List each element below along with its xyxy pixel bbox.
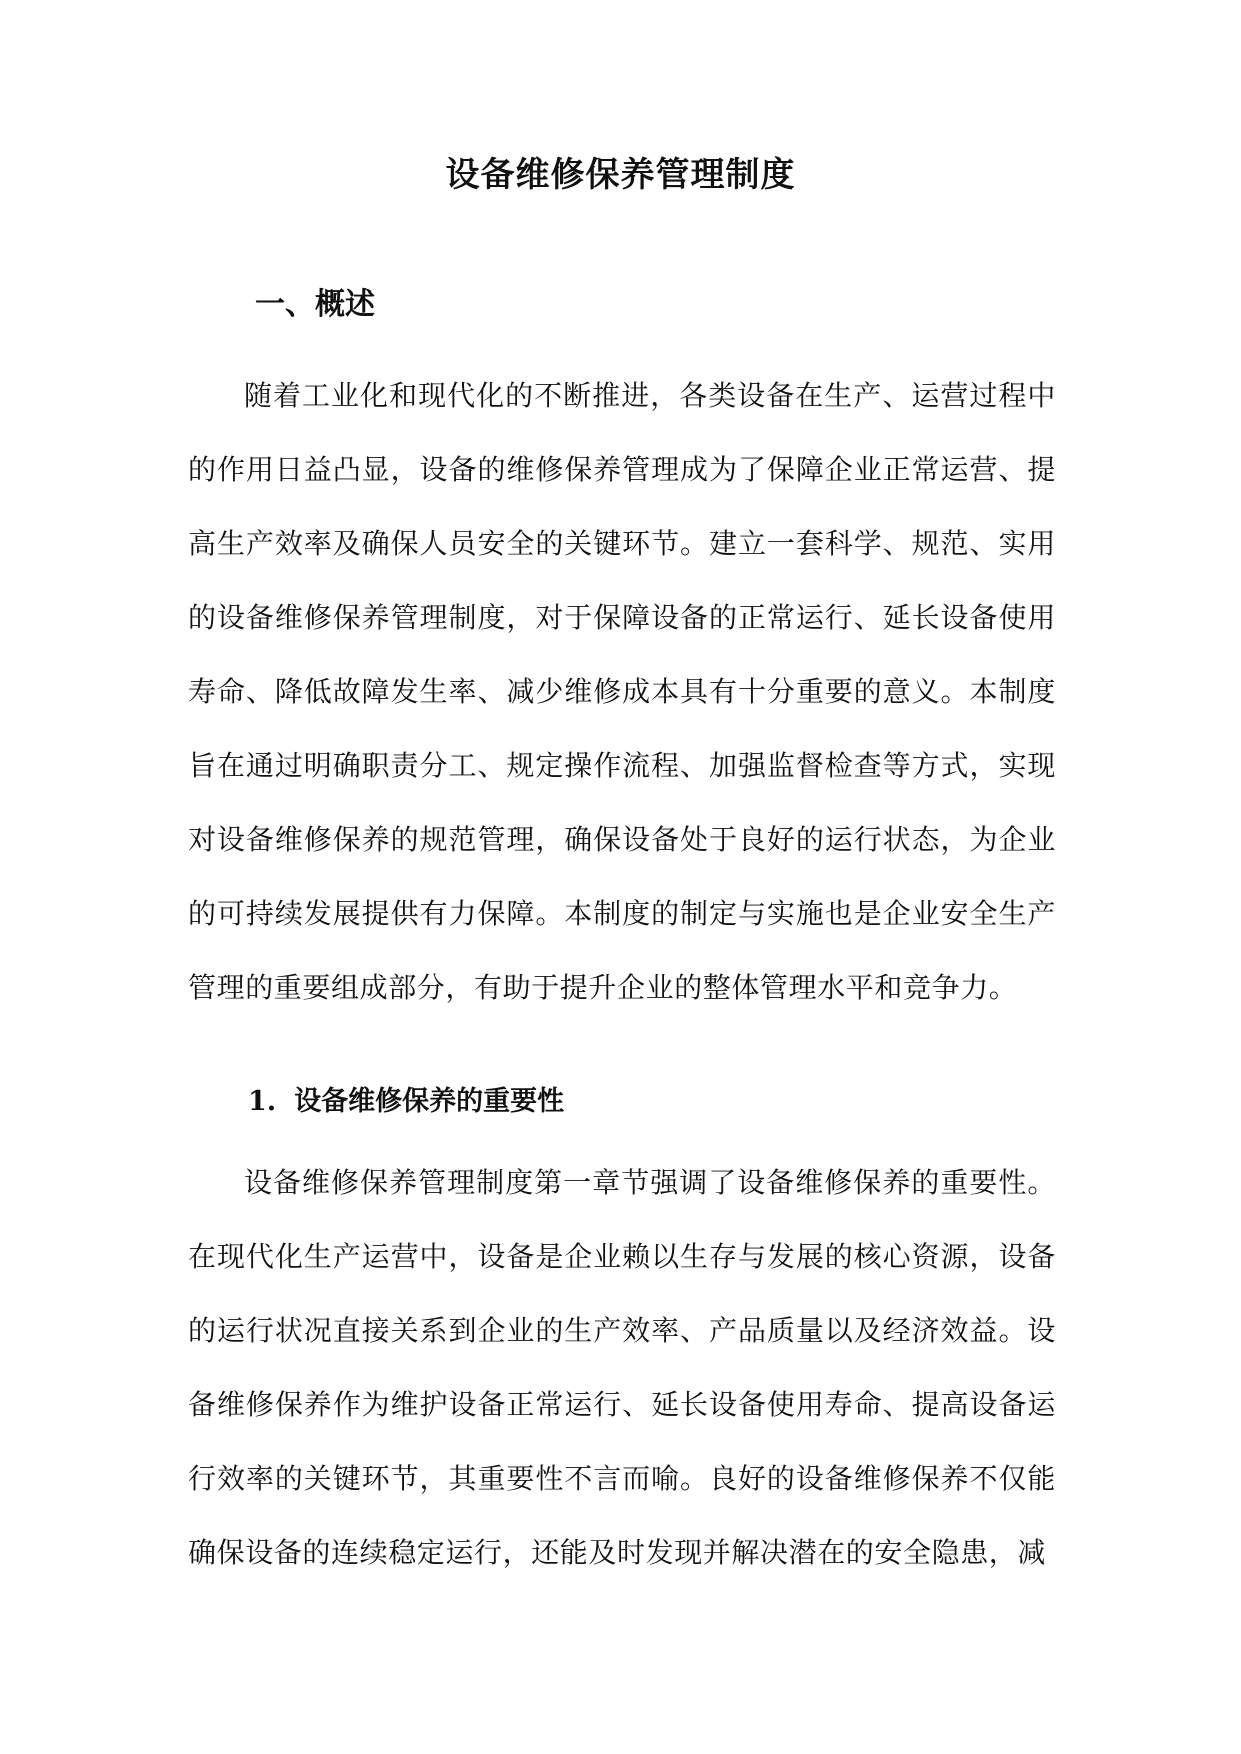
importance-paragraph: 设备维修保养管理制度第一章节强调了设备维修保养的重要性。在现代化生产运营中，设备是企业赖以生存与发展的核心资源，设备的运行状况直接关系到企业的生产效率、产品质量以及经济效益。设备维修保养作为维护设备正常运行、延长设备使用寿命、提高设备运行效率的关键环节，其重要性不言而喻。良好的设备维修保养不仅能确保设备的连续稳定运行，还能及时发现并解决潜在的安全隐患，减 — [188, 1166, 1056, 1569]
subsection-heading-text: 设备维修保养的重要性 — [294, 1086, 565, 1117]
subsection-number: 1. — [248, 1086, 277, 1117]
document-title: 设备维修保养管理制度 — [445, 155, 796, 195]
subsection-heading-importance — [248, 1082, 564, 1122]
overview-paragraph: 随着工业化和现代化的不断推进，各类设备在生产、运营过程中的作用日益凸显，设备的维修保养管理成为了保障企业正常运营、提高生产效率及确保人员安全的关键环节。建立一套科学、规范、实用的设备维修保养管理制度，对于保障设备的正常运行、延长设备使用寿命、降低故障发生率、减少维修成本具有十分重要的意义。本制度旨在通过明确职责分工、规定操作流程、加强监督检查等方式，实现对设备维修保养的规范管理，确保设备处于良好的运行状态，为企业的可持续发展提供有力保障。本制度的制定与实施也是企业安全生产管理的重要组成部分，有助于提升企业的整体管理水平和竞争力。 — [188, 379, 1056, 1004]
section-heading-overview: 一、概述 — [255, 287, 375, 322]
